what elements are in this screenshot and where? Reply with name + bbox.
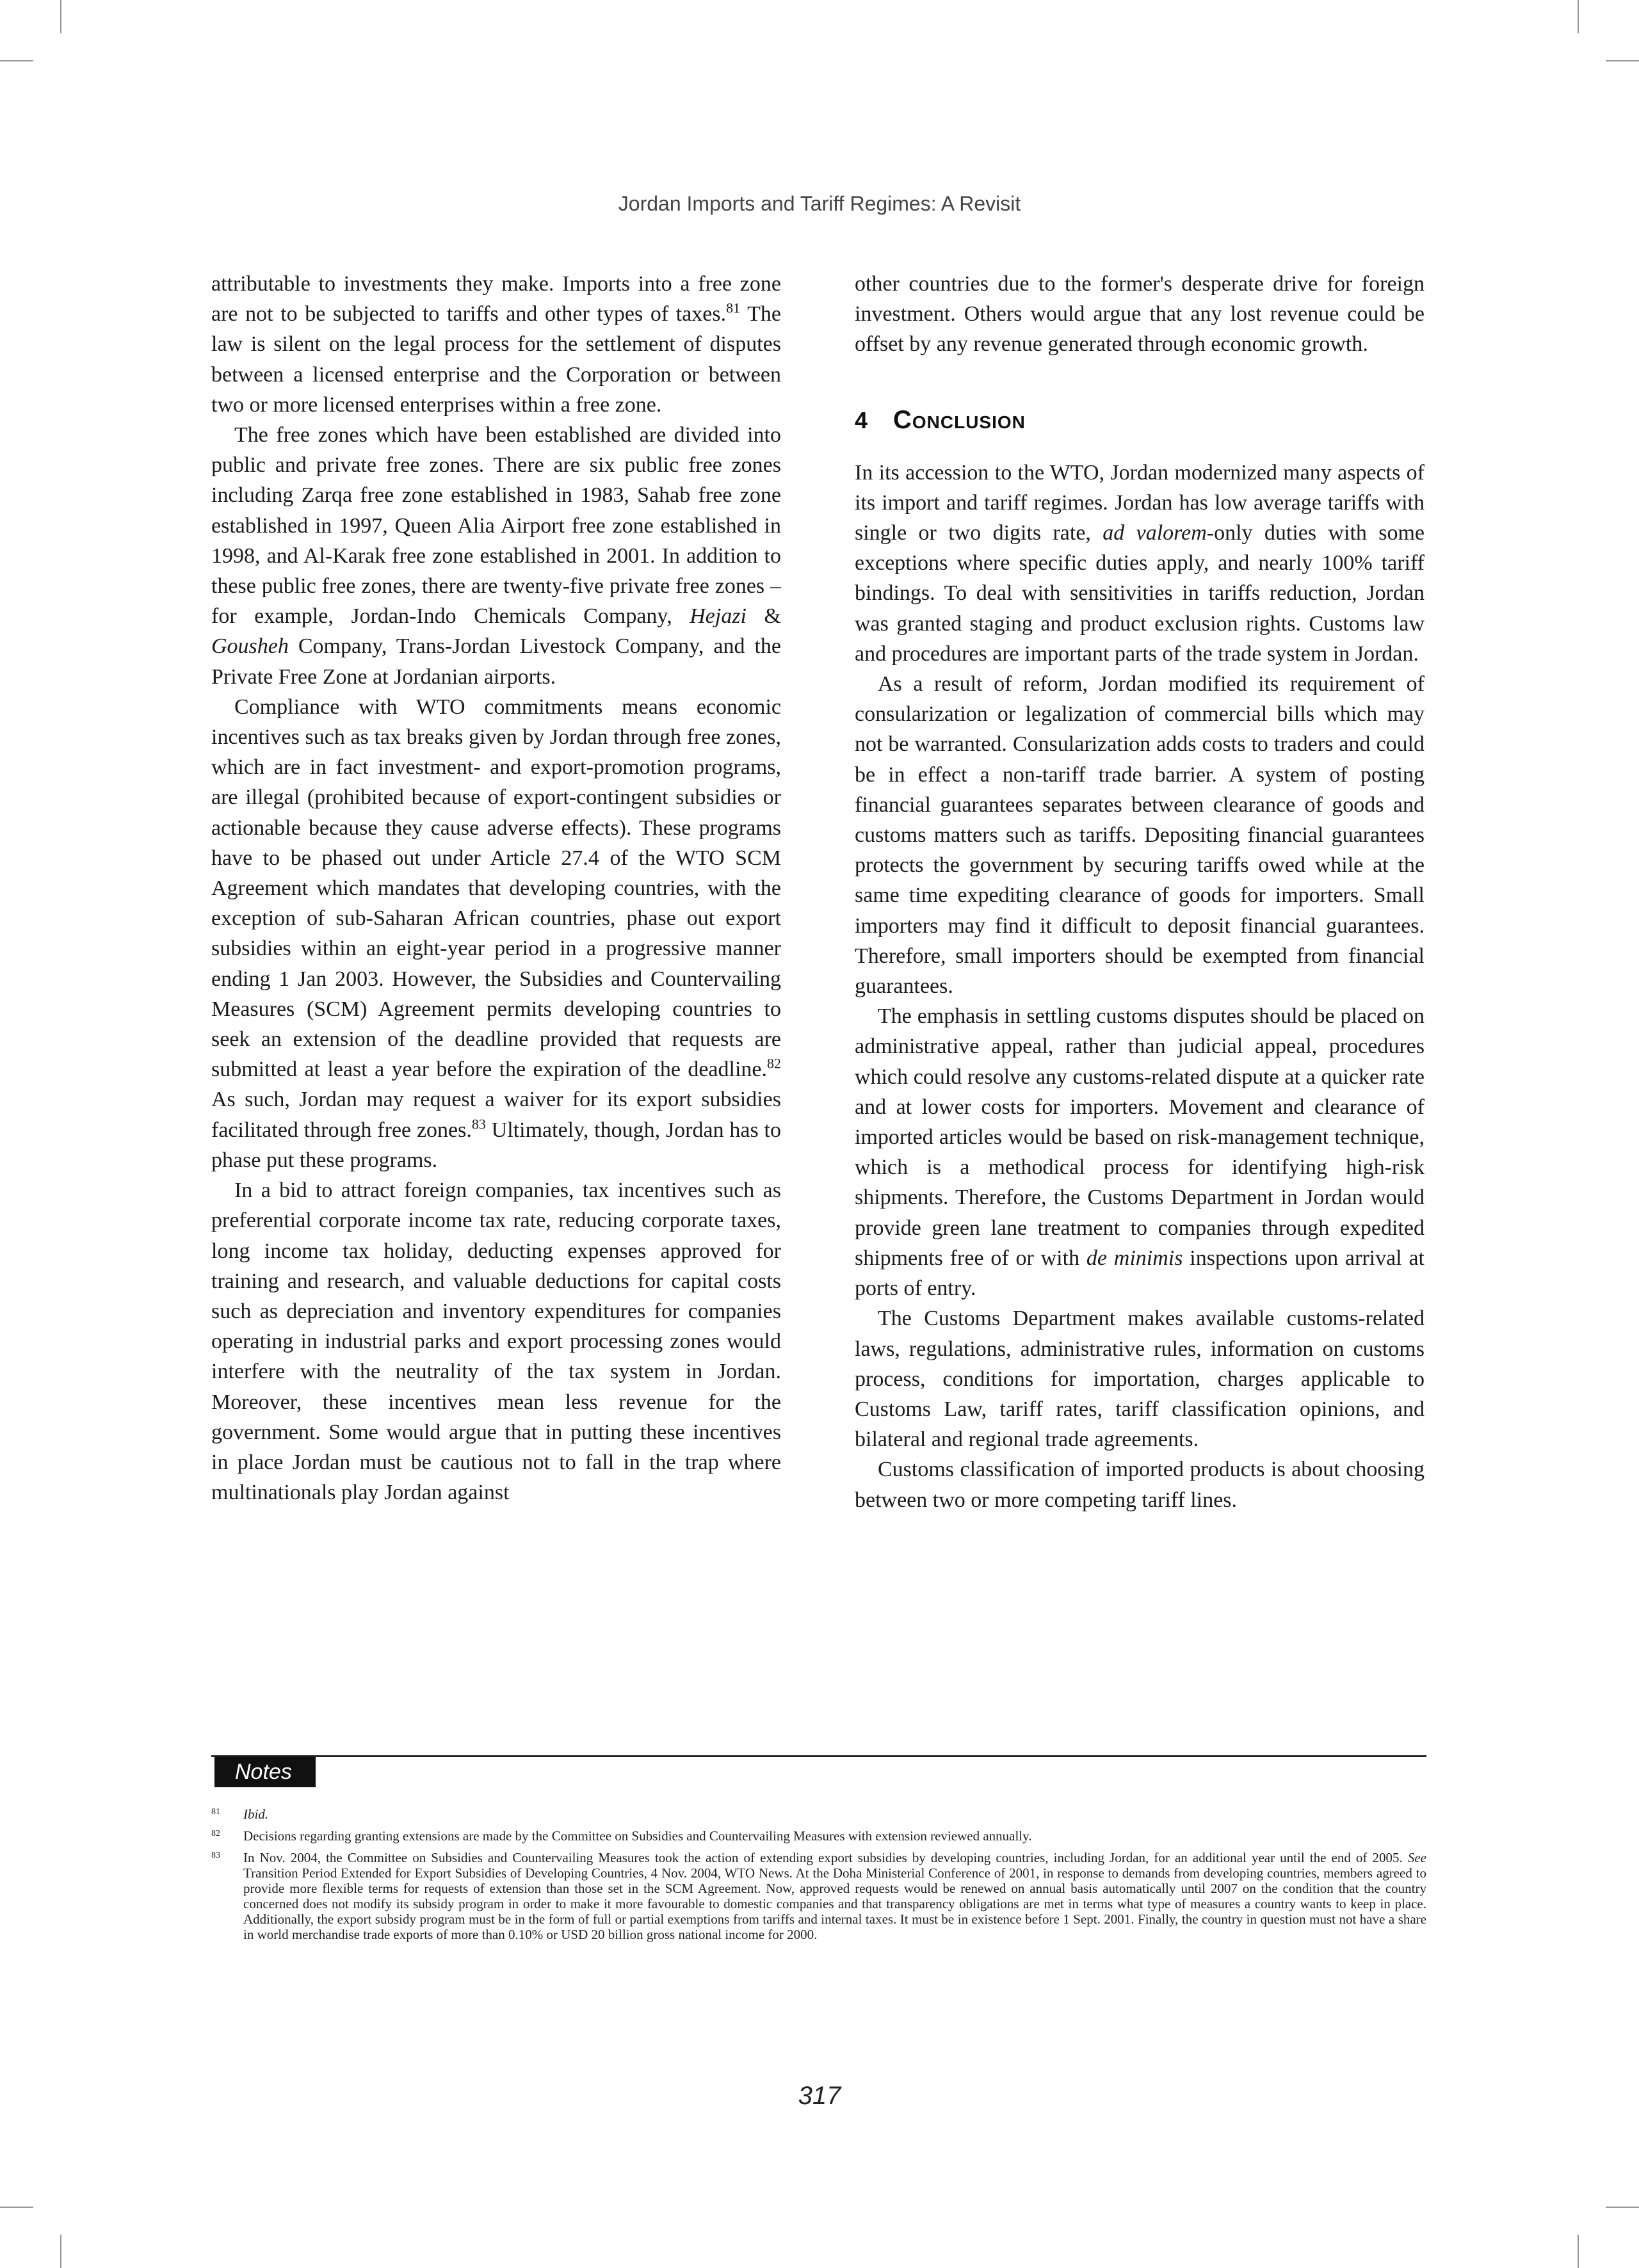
- footnote-text: Decisions regarding granting extensions are made by the Committee on Subsidies and Countervailing Measures with extension reviewed annually.: [243, 1828, 1032, 1844]
- notes-label: Notes: [214, 1757, 316, 1787]
- crop-mark-top-right-horizontal: [1606, 60, 1639, 61]
- paragraph: As a result of reform, Jordan modified its requirement of consularization or legalization of commercial bills which may not be warranted. Consularization adds costs to traders and could be in effect a non-tariff trade barrier. A system of posting financial guarantees separates between clearance of goods and customs matters such as tariffs. Depositing financial guarantees protects the government by securing tariffs owed while at the same time expediting clearance of goods for importers. Small importers may find it difficult to deposit financial guarantees. Therefore, small importers should be exempted from financial guarantees.: [855, 672, 1425, 999]
- page-number: 317: [798, 2082, 841, 2110]
- text-run: In its accession to the WTO, Jordan modernized many aspects of its import and tariff regimes. Jordan has low average tariffs with single or two digits rate,: [855, 460, 1425, 545]
- footnote: [211, 1850, 1426, 1942]
- text-run: Company, Trans-Jordan Livestock Company, and the Private Free Zone at Jordanian airports.: [211, 634, 781, 689]
- footnote-ref[interactable]: 82: [767, 1055, 781, 1072]
- paragraph: [211, 420, 781, 692]
- italic-text: See: [1407, 1850, 1426, 1865]
- text-run: Compliance with WTO commitments means economic incentives such as tax breaks given by Jordan through free zones, which are in fact investment- and export-promotion programs, are illegal (prohibited because of export-contingent subsidies or actionable because they cause adverse effects). These programs have to be phased out under Article 27.4 of the WTO SCM Agreement which mandates that developing countries, with the exception of sub-Saharan African countries, phase out export subsidies within an eight-year period in a progressive manner ending 1 Jan 2003. However, the Subsidies and Countervailing Measures (SCM) Agreement permits developing countries to seek an extension of the deadline provided that requests are submitted at least a year before the expiration of the deadline.: [211, 695, 781, 1082]
- text-run: inspections upon arrival at ports of entry.: [855, 1246, 1425, 1301]
- footnote-text: [243, 1850, 1426, 1942]
- footnote-number: 81: [211, 1807, 220, 1817]
- footnote-number: 83: [211, 1851, 220, 1860]
- footnote-number: 82: [211, 1829, 220, 1838]
- text-run: Transition Period Extended for Export Subsidies of Developing Countries, 4 Nov. 2004, WTO News. At the Doha Ministerial Conference of 2001, in response to demands from developing countries, members agreed to provide more flexible terms for requests of extension than those set in the SCM Agreement. Now, approved requests would be renewed on annual basis automatically until 2007 on the condition that the country concerned does not modify its subsidy program in order to make it more favourable to domestic companies and that transparency obligations are met in terms what type of measures a country wants to keep in place. Additionally, the export subsidy program must be in the form of full or partial exemptions from tariffs and internal taxes. It must be in existence before 1 Sept. 2001. Finally, the country in question must not have a share in world merchandise trade exports of more than 0.10% or USD 20 billion gross national income for 2000.: [243, 1865, 1426, 1942]
- footnotes: [211, 1806, 1426, 1949]
- paragraph: [211, 269, 781, 420]
- text-run: The emphasis in settling customs disputes should be placed on administrative appeal, rather than judicial appeal, procedures which could resolve any customs-related dispute at a quicker rate and at lower costs for importers. Movement and clearance of imported articles would be based on risk-management technique, which is a methodical process for identifying high-risk shipments. Therefore, the Customs Department in Jordan would provide green lane treatment to companies through expedited shipments free of or with: [855, 1004, 1425, 1270]
- text-run: The law is silent on the legal process for the settlement of disputes between a licensed enterprise and the Corporation or between two or more licensed enterprises within a free zone.: [211, 302, 781, 417]
- footnote-text: [243, 1806, 1426, 1822]
- text-run: As such, Jordan may request a waiver for its export subsidies facilitated through free zones.: [211, 1088, 781, 1142]
- paragraph: other countries due to the former's desperate drive for foreign investment. Others would argue that any lost revenue could be offset by any revenue generated through economic growth.: [855, 272, 1425, 357]
- crop-mark-top-left-horizontal: [0, 60, 33, 61]
- text-run: &: [747, 604, 781, 629]
- text-run: In Nov. 2004, the Committee on Subsidies and Countervailing Measures took the action of extending export subsidies by developing countries, including Jordan, for an additional year until the end of 2005.: [243, 1850, 1408, 1865]
- section-number: 4: [855, 406, 868, 433]
- paragraph: The Customs Department makes available customs-related laws, regulations, administrative rules, information on customs process, conditions for importation, charges applicable to Customs Law, tariff rates, tariff classification opinions, and bilateral and regional trade agreements.: [855, 1307, 1425, 1452]
- text-run: attributable to investments they make. Imports into a free zone are not to be subjected to tariffs and other types of taxes.: [211, 272, 781, 326]
- section-heading: [855, 405, 1425, 436]
- footnote: [211, 1806, 1426, 1822]
- italic-text: Gousheh: [211, 634, 289, 659]
- paragraph: [855, 1001, 1425, 1303]
- right-column: [855, 269, 1425, 1515]
- section-title: Conclusion: [893, 405, 1026, 434]
- paragraph: [855, 458, 1425, 669]
- footnote-ref[interactable]: 83: [471, 1116, 486, 1132]
- paragraph: Customs classification of imported products is about choosing between two or more competing tariff lines.: [855, 1458, 1425, 1512]
- crop-mark-bottom-right-horizontal: [1606, 2207, 1639, 2208]
- footnote-ref[interactable]: 81: [726, 300, 741, 316]
- text-run: Ultimately, though, Jordan has to phase put these programs.: [211, 1118, 781, 1172]
- italic-text: Hejazi: [690, 604, 747, 629]
- crop-mark-top-left-vertical: [60, 0, 61, 33]
- crop-mark-top-right-vertical: [1578, 0, 1579, 33]
- notes-divider: [211, 1755, 1426, 1757]
- left-column: [211, 269, 781, 1508]
- crop-mark-bottom-right-vertical: [1578, 2235, 1579, 2268]
- paragraph: [211, 692, 781, 1175]
- paragraph: In a bid to attract foreign companies, tax incentives such as preferential corporate income tax rate, reducing corporate taxes, long income tax holiday, deducting expenses approved for training and research, and valuable deductions for capital costs such as depreciation and inventory expenditures for companies operating in industrial parks and export processing zones would interfere with the neutrality of the tax system in Jordan. Moreover, these incentives mean less revenue for the government. Some would argue that in putting these incentives in place Jordan must be cautious not to fall in the trap where multinationals play Jordan against: [211, 1178, 781, 1505]
- crop-mark-bottom-left-horizontal: [0, 2207, 33, 2208]
- running-head: Jordan Imports and Tariff Regimes: A Revisit: [618, 192, 1021, 215]
- crop-mark-bottom-left-vertical: [60, 2235, 61, 2268]
- footnote: [211, 1828, 1426, 1844]
- text-run: -only duties with some exceptions where specific duties apply, and nearly 100% tariff bindings. To deal with sensitivities in tariffs reduction, Jordan was granted staging and product exclusion rights. Customs law and procedures are important parts of the trade system in Jordan.: [855, 521, 1425, 666]
- text-run: The free zones which have been established are divided into public and private free zones. There are six public free zones including Zarqa free zone established in 1983, Sahab free zone established in 1997, Queen Alia Airport free zone established in 1998, and Al-Karak free zone established in 2001. In addition to these public free zones, there are twenty-five private free zones – for example, Jordan-Indo Chemicals Company,: [211, 423, 781, 629]
- italic-text: Ibid.: [243, 1806, 269, 1822]
- italic-text: ad valorem: [1102, 521, 1207, 545]
- italic-text: de minimis: [1086, 1246, 1183, 1270]
